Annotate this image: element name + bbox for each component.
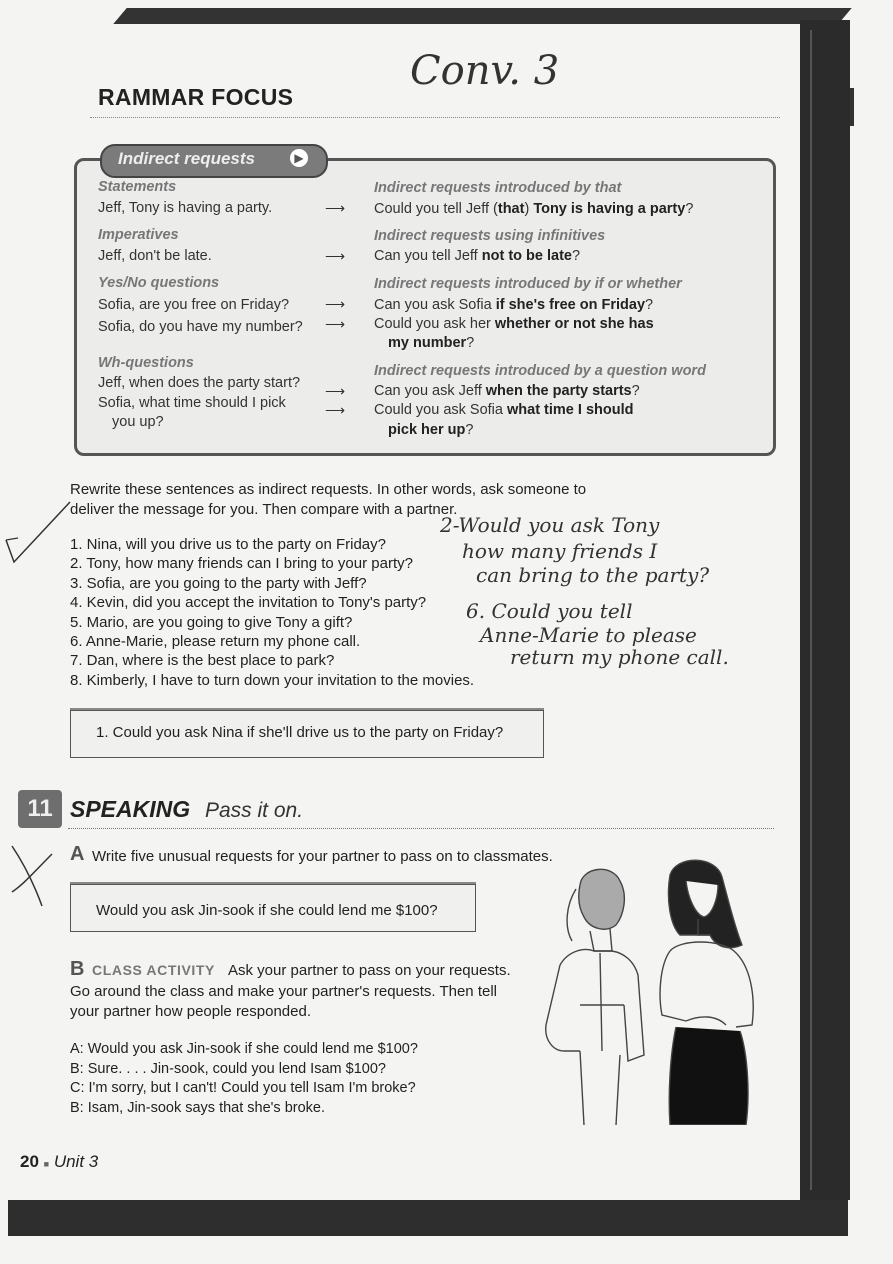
list-item: 1. Nina, will you drive us to the party on Friday? bbox=[70, 536, 386, 553]
grammar-tab-label: Indirect requests bbox=[118, 149, 255, 168]
part-a-instruction: Write five unusual requests for your partner to pass on to classmates. bbox=[92, 848, 553, 865]
part-b-instruction-2: Go around the class and make your partner's requests. Then tell your partner how people responded. bbox=[70, 983, 497, 1020]
label-if-whether: Indirect requests introduced by if or whether bbox=[374, 276, 682, 292]
handwritten-answer-line: 2-Would you ask Tony bbox=[440, 513, 660, 537]
exercise-instruction: Rewrite these sentences as indirect requests. In other words, ask someone to deliver the message for you. Then compare with a partner. bbox=[70, 481, 587, 518]
yes-no-example-2: Sofia, do you have my number? bbox=[98, 319, 303, 335]
example-answer: 1. Could you ask Nina if she'll drive us to the party on Friday? bbox=[96, 724, 504, 741]
two-women-illustration bbox=[520, 855, 800, 1125]
imperative-example: Jeff, don't be late. bbox=[98, 248, 212, 264]
yes-no-indirect-1: Can you ask Sofia if she's free on Friday? bbox=[374, 297, 654, 313]
yes-no-example-1: Sofia, are you free on Friday? bbox=[98, 297, 290, 313]
exercise-list bbox=[70, 535, 474, 690]
handwritten-answer-line: return my phone call. bbox=[510, 645, 729, 669]
arrow-icon: ⟶ bbox=[325, 296, 346, 312]
page-number: 20 bbox=[20, 1152, 39, 1171]
wh-indirect-1: Can you ask Jeff when the party starts? bbox=[374, 383, 640, 399]
wh-example-2: Sofia, what time should I pick bbox=[98, 395, 286, 411]
dialog-line: A: Would you ask Jin-sook if she could lend me $100? bbox=[70, 1041, 418, 1057]
section-number: 11 bbox=[18, 790, 62, 828]
page-footer bbox=[20, 1152, 98, 1172]
section-heading: RAMMAR FOCUS bbox=[98, 84, 294, 110]
checkmark-icon bbox=[4, 500, 74, 570]
scan-shadow-top bbox=[113, 8, 851, 24]
wh-indirect-2: Could you ask Sofia what time I should bbox=[374, 402, 634, 418]
class-activity-label: CLASS ACTIVITY bbox=[92, 962, 215, 978]
statement-example: Jeff, Tony is having a party. bbox=[98, 200, 273, 216]
list-item: 7. Dan, where is the best place to park? bbox=[70, 652, 335, 670]
list-item: 3. Sofia, are you going to the party with Jeff? bbox=[70, 574, 367, 592]
list-item: 4. Kevin, did you accept the invitation to Tony's party? bbox=[70, 594, 427, 612]
handwritten-answer-line: can bring to the party? bbox=[476, 563, 710, 587]
label-yes-no: Yes/No questions bbox=[98, 275, 220, 291]
speaking-title: SPEAKING bbox=[70, 796, 191, 822]
part-b-instruction-1: Ask your partner to pass on your requests. bbox=[228, 962, 511, 979]
arrow-icon: ⟶ bbox=[325, 402, 346, 418]
scan-shadow-right bbox=[800, 20, 850, 1200]
list-item: 5. Mario, are you going to give Tony a gift? bbox=[70, 613, 353, 631]
speaking-divider bbox=[68, 828, 774, 829]
heading-divider bbox=[90, 117, 780, 118]
handwritten-answer-line: how many friends I bbox=[462, 539, 658, 563]
dialog-line: C: I'm sorry, but I can't! Could you tell Isam I'm broke? bbox=[70, 1080, 416, 1097]
arrow-icon: ⟶ bbox=[325, 383, 346, 399]
page-edge-line bbox=[810, 30, 812, 1190]
dialog-line: B: Sure. . . . Jin-sook, could you lend Isam $100? bbox=[70, 1060, 386, 1077]
yes-no-indirect-2-cont: my number? bbox=[388, 335, 475, 351]
wh-example-2-cont: you up? bbox=[112, 414, 164, 430]
label-wh: Wh-questions bbox=[98, 355, 194, 371]
label-question-word: Indirect requests introduced by a question word bbox=[374, 363, 706, 379]
speaking-subtitle: Pass it on. bbox=[205, 799, 304, 822]
wh-example-1: Jeff, when does the party start? bbox=[98, 375, 301, 391]
footer-separator: ■ bbox=[43, 1159, 50, 1169]
list-item: 8. Kimberly, I have to turn down your invitation to the movies. bbox=[70, 671, 475, 689]
label-that: Indirect requests introduced by that bbox=[374, 180, 622, 196]
page-edge-mark bbox=[850, 88, 854, 126]
list-item: 2. Tony, how many friends can I bring to your party? bbox=[70, 555, 413, 573]
imperative-indirect: Can you tell Jeff not to be late? bbox=[374, 248, 581, 264]
statement-indirect: Could you tell Jeff (that) Tony is having a party? bbox=[374, 201, 694, 217]
x-mark-icon bbox=[8, 840, 58, 910]
label-infinitives: Indirect requests using infinitives bbox=[374, 228, 606, 244]
part-a-letter: A bbox=[70, 843, 85, 865]
wh-indirect-2-cont: pick her up? bbox=[388, 422, 474, 438]
scan-shadow-bottom bbox=[8, 1200, 848, 1236]
dialog-line: B: Isam, Jin-sook says that she's broke. bbox=[70, 1099, 326, 1116]
list-item: 6. Anne-Marie, please return my phone call. bbox=[70, 633, 361, 651]
footer-unit: Unit 3 bbox=[53, 1152, 99, 1171]
part-b-letter: B bbox=[70, 958, 85, 980]
audio-play-icon: ▶ bbox=[290, 149, 308, 167]
request-example: Would you ask Jin-sook if she could lend me $100? bbox=[96, 902, 438, 919]
arrow-icon: ⟶ bbox=[325, 248, 346, 264]
handwritten-title: Conv. 3 bbox=[410, 48, 560, 94]
yes-no-indirect-2: Could you ask her whether or not she has bbox=[374, 316, 654, 332]
handwritten-answer-line: Anne-Marie to please bbox=[480, 623, 697, 647]
arrow-icon: ⟶ bbox=[325, 316, 346, 332]
arrow-icon: ⟶ bbox=[325, 200, 346, 216]
label-statements: Statements bbox=[98, 179, 177, 195]
label-imperatives: Imperatives bbox=[98, 227, 179, 243]
handwritten-answer-line: 6. Could you tell bbox=[466, 599, 633, 623]
dialog bbox=[70, 1040, 418, 1118]
